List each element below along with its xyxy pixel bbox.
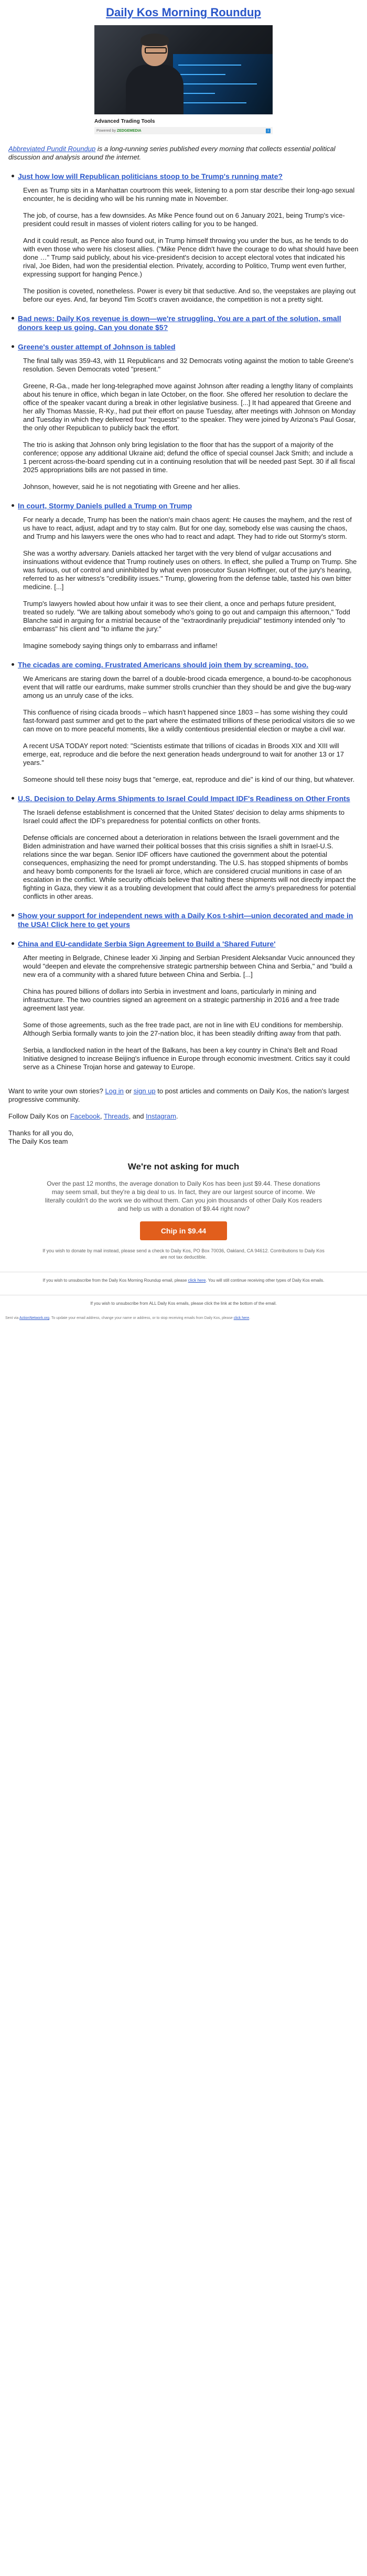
- sign-off: [8, 1129, 359, 1146]
- separator: , and: [128, 1112, 146, 1120]
- story-paragraph: Serbia, a landlocked nation in the heart of the Balkans, has been a key country in China's Belt and Road Initiative designed to increase Beijing's influence in Europe through economic investment. Critics say it could serve as a Chinese Trojan horse and gateway to Europe.: [23, 1046, 350, 1071]
- tshirt-promo-link[interactable]: Show your support for independent news with a Daily Kos t-shirt—union decorated and made in the USA! Click here to get yours: [18, 911, 353, 929]
- story-item: [12, 940, 359, 1071]
- donation-promo-link[interactable]: Bad news: Daily Kos revenue is down—we're struggling. You are a part of the solution, small donors keep us going. Can you donate $5?: [18, 314, 341, 332]
- write-invite: [8, 1087, 359, 1104]
- ad-brand: ZEDGEMEDIA: [116, 129, 142, 133]
- story-paragraph: And it could result, as Pence also found out, in Trump himself throwing you under the bus, as he tends to do with even those who were his closest allies. ("Mike Pence didn't have the courage to do what should have been done …" Trump said publicly, about his vice-president's decision to accept electoral votes that indicated his rival, Joe Biden, had won the presidential election. Privately, according to Politico, Trump went even further, expressing support for hanging Pence.): [23, 237, 359, 278]
- closing-section: [8, 1087, 359, 1146]
- separator: .: [176, 1112, 178, 1120]
- follow-line: [8, 1112, 359, 1121]
- story-item: [12, 172, 359, 304]
- story-headline-link[interactable]: The cicadas are coming. Frustrated Americans should join them by screaming, too.: [18, 661, 309, 669]
- story-paragraph: China has poured billions of dollars into Serbia in investment and loans, particularly in mining and infrastructure. The two countries signed an agreement on a strategic partnership in 2016 and a free trade agreement last year.: [23, 987, 340, 1012]
- donation-heading: We're not asking for much: [127, 1162, 240, 1172]
- intro-description: is a long-running series published every morning that collects essential political discussion and analysis around the internet.: [8, 145, 336, 161]
- story-paragraph: She was a worthy adversary. Daniels attacked her target with the very blend of vulgar accusations and insinuations without evidence that Trump routinely uses on others. In effect, she pulled a Trump on Trump. She was furious, out of control and uninhibited by what even prosecutor Susan Hoffinger, out of the jury's hearing, referred to as her witness's "credibility issues." Trump, glowering from the defense table, tasted his own bitter medicine. [...]: [23, 549, 357, 591]
- manage-subscription-link[interactable]: click here: [233, 1316, 250, 1320]
- story-paragraph: Defense officials are concerned about a deterioration in relations between the Israeli government and the Biden administration and have warned their political bosses that this crisis signifies a shift in Israel-U.S. relations since the war began. Senior IDF officers have cautioned the government about the potential consequences, emphasizing the need for prompt understanding. The U.S. has stopped shipments of bombs and heavy bomb components for the Israeli air force, which are considered crucial munitions in case of an escalation in the conflict. While security officials believe that halting these shipments will not directly impact the fighting in Gaza, they view it as a troubling development that could affect the army's preparedness for potential conflicts in other areas.: [23, 834, 356, 900]
- or-text: or: [123, 1087, 134, 1095]
- unsubscribe-suffix: . You will still continue receiving other types of Daily Kos emails.: [206, 1278, 325, 1283]
- story-item: [12, 502, 359, 650]
- chip-in-button[interactable]: Chip in $9.44: [140, 1221, 227, 1240]
- ad-powered-by: Powered by: [96, 129, 116, 133]
- unsubscribe-roundup-link[interactable]: click here: [188, 1278, 206, 1283]
- story-item: [12, 661, 359, 784]
- facebook-link[interactable]: Facebook: [70, 1112, 100, 1120]
- story-paragraph: The Israeli defense establishment is concerned that the United States' decision to delay arms shipments to Israel could affect the IDF's preparedness for potential conflicts on other fronts.: [23, 808, 345, 825]
- story-paragraph: Some of those agreements, such as the free trade pact, are not in line with EU conditions for membership. Although Serbia formally wants to join the 27-nation bloc, it has been steadily drifting away from that path.: [23, 1021, 343, 1037]
- story-headline-link[interactable]: U.S. Decision to Delay Arms Shipments to Israel Could Impact IDF's Readiness on Other Fronts: [18, 794, 350, 803]
- advertisement[interactable]: [94, 25, 273, 134]
- sent-via-prefix: Sent via: [5, 1316, 19, 1320]
- series-link[interactable]: Abbreviated Pundit Roundup: [8, 145, 96, 153]
- donation-promo-item: [12, 314, 359, 332]
- ad-caption[interactable]: Advanced Trading Tools: [94, 119, 155, 124]
- ad-image[interactable]: [94, 25, 273, 114]
- ad-monitor-graphic: [173, 54, 273, 114]
- threads-link[interactable]: Threads: [103, 1112, 129, 1120]
- write-invite-prefix: Want to write your own stories?: [8, 1087, 105, 1095]
- footer-text: . To update your email address, change your name or address, or to stop receiving emails from Daily Kos, please: [49, 1316, 234, 1320]
- donation-ask: [42, 1162, 325, 1260]
- donation-body: Over the past 12 months, the average donation to Daily Kos has been just $9.44. These donations may seem small, but they're a big deal to us. In fact, they are our largest source of income. We literally couldn't do the work we do without them. Can you join thousands of other Daily Kos readers and help us with a donation of $9.44 right now?: [45, 1180, 322, 1212]
- story-paragraph: The job, of course, has a few downsides. As Mike Pence found out on 6 January 2021, being Trump's vice-president could result in masses of violent rioters calling for you to be hanged.: [23, 211, 345, 228]
- separator: ,: [100, 1112, 104, 1120]
- newsletter-title: [0, 0, 367, 20]
- story-paragraph: This confluence of rising cicada broods – which hasn't happened since 1803 – has some wishing they could fast-forward past summer and get to the part where the estimated trillions of these periodical visitors die so we can move on to more peaceful moments, like a wildly contentious presidential election or maybe a civil war.: [23, 708, 355, 733]
- story-paragraph: Imagine somebody saying things only to embarrass and inflame!: [23, 642, 218, 650]
- story-item: [12, 343, 359, 491]
- write-invite-suffix: to post articles and comments on Daily Kos, the nation's largest progressive community.: [8, 1087, 349, 1103]
- story-paragraph: The trio is asking that Johnson only bring legislation to the floor that has the support of a majority of the conference; oppose any additional Ukraine aid; defund the office of special counsel Jack Smith; and include a 1 percent across-the-board spending cut in a continuing resolution that will be needed past Sept. 30 if all fiscal 2025 appropriations bills are not passed in time.: [23, 441, 355, 474]
- unsubscribe-all: If you wish to unsubscribe from ALL Daily Kos emails, please click the link at the bottom of the email.: [90, 1301, 277, 1306]
- newsletter-title-link[interactable]: Daily Kos Morning Roundup: [106, 6, 261, 19]
- unsubscribe-roundup: [10, 1278, 357, 1283]
- intro-text: [8, 145, 359, 162]
- story-item: [12, 794, 359, 901]
- story-paragraph: We Americans are staring down the barrel of a double-brood cicada emergence, a bound-to-be cacophonous event that will rattle our eardrums, make summer strolls crunchier than they should be and give the bug-wary among us an unruly case of the icks.: [23, 675, 352, 699]
- follow-prefix: Follow Daily Kos on: [8, 1112, 70, 1120]
- story-paragraph: For nearly a decade, Trump has been the nation's main chaos agent: He causes the mayhem, and the rest of us have to react, adjust, adapt and try to stay calm. But for one day, somebody else was causing the chaos, and Trump and his lawyers were the ones who had to react and adapt. They had to ride out Stormy's storm.: [23, 516, 352, 540]
- story-paragraph: Even as Trump sits in a Manhattan courtroom this week, listening to a porn star describe their long-ago sexual encounter, he is deciding who will be his running mate in November.: [23, 186, 355, 203]
- log-in-link[interactable]: Log in: [105, 1087, 124, 1095]
- unsubscribe-prefix: If you wish to unsubscribe from the Daily Kos Morning Roundup email, please: [42, 1278, 188, 1283]
- signature: The Daily Kos team: [8, 1137, 68, 1145]
- story-paragraph: A recent USA TODAY report noted: "Scientists estimate that trillions of cicadas in Broods XIX and XIII will emerge, eat, reproduce and die before the next generation heads underground to wait for another 13 or 17 years.": [23, 742, 344, 767]
- thanks-text: Thanks for all you do,: [8, 1129, 74, 1137]
- story-headline-link[interactable]: Just how low will Republican politicians stoop to be Trump's running mate?: [18, 172, 283, 180]
- story-list: [0, 172, 367, 1071]
- email-footer: [5, 1316, 362, 1321]
- instagram-link[interactable]: Instagram: [146, 1112, 176, 1120]
- mail-donation-note: If you wish to donate by mail instead, please send a check to Daily Kos, PO Box 70036, Oakland, CA 94612. Contributions to Daily Kos are not tax deductible.: [42, 1248, 325, 1260]
- story-paragraph: Johnson, however, said he is not negotiating with Greene and her allies.: [23, 483, 241, 491]
- story-paragraph: Trump's lawyers howled about how unfair it was to see their client, a once and perhaps future president, treated so rudely. "We are talking about somebody who's going to go out and campaign this afternoon," Todd Blanche said in arguing for a mistrial because of the "extraordinarily prejudicial" testimony intended only "to embarrass" his client and "to inflame the jury.": [23, 600, 350, 633]
- story-headline-link[interactable]: Greene's ouster attempt of Johnson is tabled: [18, 343, 176, 351]
- story-paragraph: Someone should tell these noisy bugs that "emerge, eat, reproduce and die" is kind of our thing, but whatever.: [23, 775, 355, 783]
- action-network-link[interactable]: ActionNetwork.org: [19, 1316, 50, 1320]
- story-paragraph: Greene, R-Ga., made her long-telegraphed move against Johnson after reading a lengthy litany of complaints about his tenure in office, which began in late October, on the floor. She offered her resolution to declare the office of the speaker vacant during a break in other legislative business. [...] It had appeared that Greene and her ally Thomas Massie, R-Ky., had put their effort on pause Tuesday, after meetings with Johnson on Monday and Tuesday in which they delivered four "requests" to the speaker. They were joined by Arizona's Paul Gosar, the only other Republican to publicly back the effort.: [23, 382, 356, 432]
- info-icon[interactable]: i: [266, 129, 271, 133]
- tshirt-promo-item: [12, 911, 359, 929]
- story-paragraph: After meeting in Belgrade, Chinese leader Xi Jinping and Serbian President Aleksandar Vucic announced they would "deepen and elevate the comprehensive strategic partnership between China and Serbia," and "build a new era of a community with a shared future between China and Serbia. [...]: [23, 954, 355, 978]
- story-paragraph: The position is coveted, nonetheless. Power is every bit that seductive. And so, the veepstakes are playing out before our eyes. And, far beyond Tim Scott's craven avoidance, the competition is not a pretty sight.: [23, 287, 356, 303]
- ad-attribution: [94, 127, 273, 134]
- footer-end: .: [249, 1316, 251, 1320]
- story-headline-link[interactable]: In court, Stormy Daniels pulled a Trump on Trump: [18, 502, 192, 510]
- story-headline-link[interactable]: China and EU-candidate Serbia Sign Agreement to Build a 'Shared Future': [18, 940, 276, 948]
- ad-person-graphic: [126, 36, 183, 114]
- story-paragraph: The final tally was 359-43, with 11 Republicans and 32 Democrats voting against the motion to table Greene's resolution. Seven Democrats voted "present.": [23, 357, 354, 373]
- sign-up-link[interactable]: sign up: [133, 1087, 156, 1095]
